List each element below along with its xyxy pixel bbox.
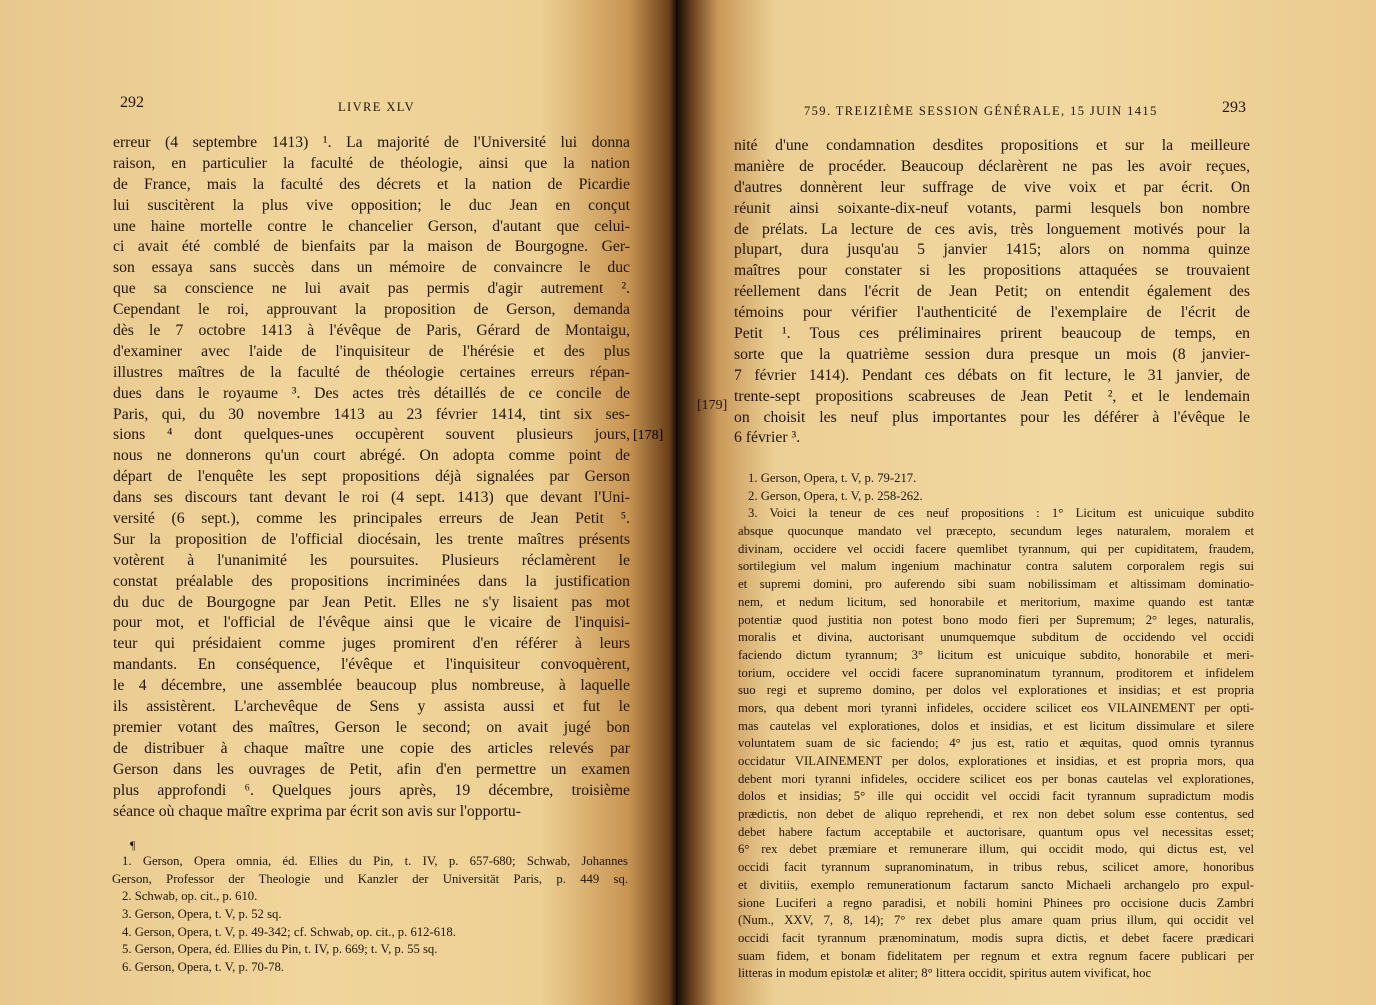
text-line: d'autres donnèrent leur suffrage de vive voix et par écrit. On [734, 178, 1250, 196]
text-line: Paris, qui, du 30 novembre 1413 au 23 février 1414, tint six ses- [113, 405, 630, 423]
left-page [0, 0, 676, 1005]
text-line: versité (6 sept.), comme les principales erreurs de Jean Petit ⁵. [113, 510, 630, 528]
body-text [734, 136, 1250, 449]
footnote-line: 6. Gerson, Opera, t. V, p. 70-78. [122, 960, 284, 975]
margin-reference: [179] [697, 398, 728, 413]
footnote-line: occidatur VILAINEMENT per dolos, explorationes et insidias, et est propria mors, qua [738, 754, 1254, 768]
text-line: mandants. En conséquence, l'évêque et l'inquisiteur convoquèrent, [113, 656, 630, 674]
text-line: plupart, dura jusqu'au 5 janvier 1415; alors on nomma quinze [734, 241, 1250, 259]
text-line: maîtres pour constater si les propositions attaquées se trouvaient [734, 262, 1250, 280]
footnote-line: 2. Schwab, op. cit., p. 610. [122, 889, 258, 904]
text-line: 7 février 1414). Pendant ces débats on fit lecture, le 31 janvier, de [734, 366, 1250, 384]
text-line: une haine mortelle contre le chancelier Gerson, d'autant que celui- [113, 217, 630, 235]
footnote-line: debet habere factum acceptabile et auctorisare, quantum opus vel necessitas esset; [738, 824, 1254, 839]
footnote-line: voluntatem suam de sic faciendo; 4° jus est, ratio et æquitas, quod omnis tyrannus [738, 736, 1254, 751]
footnote-line: Gerson, Professor der Theologie und Kanzler der Universität Paris, p. 449 sq. [112, 871, 628, 886]
text-line: départ de l'enquête les sept propositions déjà signalées par Gerson [113, 468, 630, 486]
text-line: constat préalable des propositions incriminées dans la justification [113, 572, 630, 590]
footnote-line: litteras in modum epistolæ et aliter; 8° littera occidit, spiritus autem vivificat, hoc [738, 966, 1152, 981]
footnote-line: divinam, occidere vel occidi facere quemlibet tyrannum, qui per cupiditatem, fraudem, [738, 541, 1254, 556]
text-line: lui suscitèrent la plus vive opposition; le duc Jean en conçut [113, 196, 630, 214]
text-line: ils assistèrent. L'archevêque de Sens y assista aussi et fut le [113, 698, 630, 716]
footnote-line: mors, qua debent mori tyranni infideles, occidere scilicet eos VILAINEMENT per opti- [738, 700, 1254, 715]
text-line: ci avait été comblé de bienfaits par la maison de Bourgogne. Ger- [113, 238, 630, 256]
footnote-line: dolos et insidias; 5° ille qui occidit vel occidi facit tyrannum supradictum modis [738, 789, 1254, 804]
text-line: d'examiner avec l'aide de l'inquisiteur de l'hérésie et des plus [113, 342, 630, 360]
footnote-line: suo regi et supremo domino, per dolos vel explorationes et insidias; et est propria [738, 683, 1254, 698]
paragraph-mark: ¶ [130, 838, 136, 852]
text-line: 6 février ³. [734, 429, 801, 447]
text-line: illustres maîtres de la faculté de théologie certaines erreurs répan- [113, 363, 630, 381]
footnote-line: potentiæ quod justitia non potest bono modo fieri per Supremum; 2° leges, naturalis, [738, 612, 1254, 627]
footnotes [738, 470, 1254, 983]
footnote-line: occidi facit tyrannum prænominatum, modis supra dictis, et debet facere prædicari [738, 930, 1254, 945]
text-line: trente-sept propositions scabreuses de Jean Petit ², et le lendemain [734, 387, 1250, 405]
text-line: réellement dans l'écrit de Jean Petit; on entendit également des [734, 283, 1250, 301]
text-line: manière de procéder. Beaucoup déclarèrent ne pas les avoir reçues, [734, 157, 1250, 175]
footnote-line: nem, et nedum licitum, sed honorabile et meritorium, maxime quando est tantæ [738, 594, 1254, 609]
footnote-line: 6° rex debet præmiare et remunerare illum, qui occidit modo, qui dictus est, vel [738, 842, 1254, 857]
text-line: de France, mais la faculté des décrets et la nation de Picardie [113, 175, 630, 193]
footnote-line: 4. Gerson, Opera, t. V, p. 49-342; cf. Schwab, op. cit., p. 612-618. [122, 924, 456, 939]
text-line: séance où chaque maître exprima par écrit son avis sur l'opportu- [113, 802, 521, 820]
footnote-line: 5. Gerson, Opera, éd. Ellies du Pin, t. IV, p. 669; t. V, p. 55 sq. [122, 942, 438, 957]
page-number: 293 [1222, 99, 1246, 116]
text-line: erreur (4 septembre 1413) ¹. La majorité de l'Université lui donna [113, 134, 630, 151]
text-line: raison, en particulier la faculté de théologie, ainsi que la nation [113, 154, 630, 172]
footnote-line: 3. Voici la teneur de ces neuf propositions : 1° Licitum est unicuique subdito [748, 506, 1254, 521]
text-line: Cependant le roi, approuvant la proposition de Gerson, demanda [113, 301, 630, 319]
text-line: dues dans le royaume ³. Des actes très détaillés de ce concile de [113, 384, 630, 402]
footnote-line: 3. Gerson, Opera, t. V, p. 52 sq. [122, 907, 282, 922]
text-line: votèrent à l'unanimité les poursuites. Plusieurs réclamèrent le [113, 551, 630, 569]
text-line: le 4 décembre, une assemblée beaucoup plus nombreuse, à laquelle [113, 677, 630, 695]
body-text [113, 133, 630, 822]
footnote-line: et supremi domini, pro auferendo sibi suam nobilissimam et altissimam dominatio- [738, 577, 1254, 592]
text-line: nité d'une condamnation desdites propositions et sur la meilleure [734, 137, 1250, 154]
text-line: on choisit les neuf plus importantes pour les déférer à l'évêque le [734, 408, 1250, 426]
footnote-line: mas cautelas vel explorationes, dolos et insidias, et est licitum dissimulare et silere [738, 718, 1254, 733]
text-line: témoins pour vérifier l'authenticité de l'exemplaire de l'écrit de [734, 304, 1250, 322]
text-line: pour mot, et l'official de l'évêque ainsi que le vicaire de l'inquisi- [113, 614, 630, 632]
text-line: réunit ainsi soixante-dix-neuf votants, parmi lesquels bon nombre [734, 199, 1250, 217]
footnote-line: faciendo dictum tyrannum; 3° licitum est unicuique subdito, honorabile et meri- [738, 647, 1254, 662]
footnotes [112, 853, 628, 977]
footnote-line: absque quocunque mandato vel præcepto, secundum leges naturalem, moralem et [738, 524, 1254, 539]
footnote-line: suam fidem, et bonam fidelitatem per regnum et extra regnum facere publicari per [738, 948, 1254, 963]
footnote-line: debent mori tyranni infideles, occidere scilicet eos per bonas cautelas vel explorationes, [738, 771, 1254, 786]
text-line: Petit ¹. Tous ces préliminaires prirent beaucoup de temps, en [734, 325, 1250, 343]
footnote-line: sortilegium vel malum ingenium machinatur contra salutem corporalem regis sui [738, 559, 1254, 574]
margin-reference: [178] [633, 428, 664, 443]
footnote-line: moralis et divina, auctorisant unumquemque subditum de occidendo vel occidi [738, 630, 1254, 645]
running-head: LIVRE XLV [338, 100, 416, 114]
text-line: dans ses discours tant devant le roi (4 sept. 1413) que devant l'Uni- [113, 489, 630, 507]
text-line: dès le 7 octobre 1413 à l'évêque de Paris, Gérard de Montaigu, [113, 322, 630, 340]
text-line: de prélats. La lecture de ces avis, très longuement motivés pour la [734, 220, 1250, 238]
right-page [676, 0, 1376, 1005]
text-line: sions ⁴ dont quelques-unes occupèrent souvent plusieurs jours, [113, 426, 630, 444]
text-line: sorte que la quatrième session dura presque un mois (8 janvier- [734, 345, 1250, 363]
text-line: du duc de Bourgogne par Jean Petit. Elles ne s'y lisaient pas mot [113, 593, 630, 611]
footnote-line: 2. Gerson, Opera, t. V, p. 258-262. [748, 488, 923, 503]
text-line: Sur la proposition de l'official diocésain, les trente maîtres présents [113, 530, 630, 548]
text-line: teur qui présidaient comme juges promirent d'en référer à leurs [113, 635, 630, 653]
text-line: de distribuer à chaque maître une copie des articles relevés par [113, 739, 630, 757]
footnote-line: 1. Gerson, Opera, t. V, p. 79-217. [748, 471, 917, 485]
footnote-line: sione Luciferi a regno paradisi, et nobili homini Phinees pro occisione ducis Zambri [738, 895, 1254, 910]
footnote-line: 1. Gerson, Opera omnia, éd. Ellies du Pin, t. IV, p. 657-680; Schwab, Johannes [122, 854, 628, 868]
page-number: 292 [120, 94, 144, 111]
text-line: que sa conscience ne lui avait pas permis d'agir autrement ². [113, 280, 630, 298]
text-line: nous ne donnerons qu'un court abrégé. On adopta comme point de [113, 447, 630, 465]
text-line: plus approfondi ⁶. Quelques jours après, 19 décembre, troisième [113, 781, 630, 799]
footnote-line: et divitiis, exemplo remunerationum factarum sancto Michaeli archangelo pro expul- [738, 877, 1254, 892]
text-line: Gerson dans les ouvrages de Petit, afin d'en permettre un examen [113, 760, 630, 778]
footnote-line: prædictis, non debet de aliquo reprehendi, et rex non debet solum esse contentus, sed [738, 807, 1254, 822]
running-head: 759. TREIZIÈME SESSION GÉNÉRALE, 15 JUIN 1415 [804, 104, 1158, 118]
text-line: premier votant des maîtres, Gerson le second; on avait jugé bon [113, 718, 630, 736]
footnote-line: occidi facit tyrannum supranominatum, in tribus rebus, scilicet amore, honoribus [738, 860, 1254, 875]
text-line: son essaya sans succès dans un mémoire de convaincre le duc [113, 259, 630, 277]
footnote-line: torium, occidere vel occidi facere supranominatum tyrannum, proditorem et infidelem [738, 665, 1254, 680]
footnote-line: (Num., XXV, 7, 8, 14); 7° rex debet plus amare quam prius illum, qui occidit vel [738, 913, 1254, 928]
